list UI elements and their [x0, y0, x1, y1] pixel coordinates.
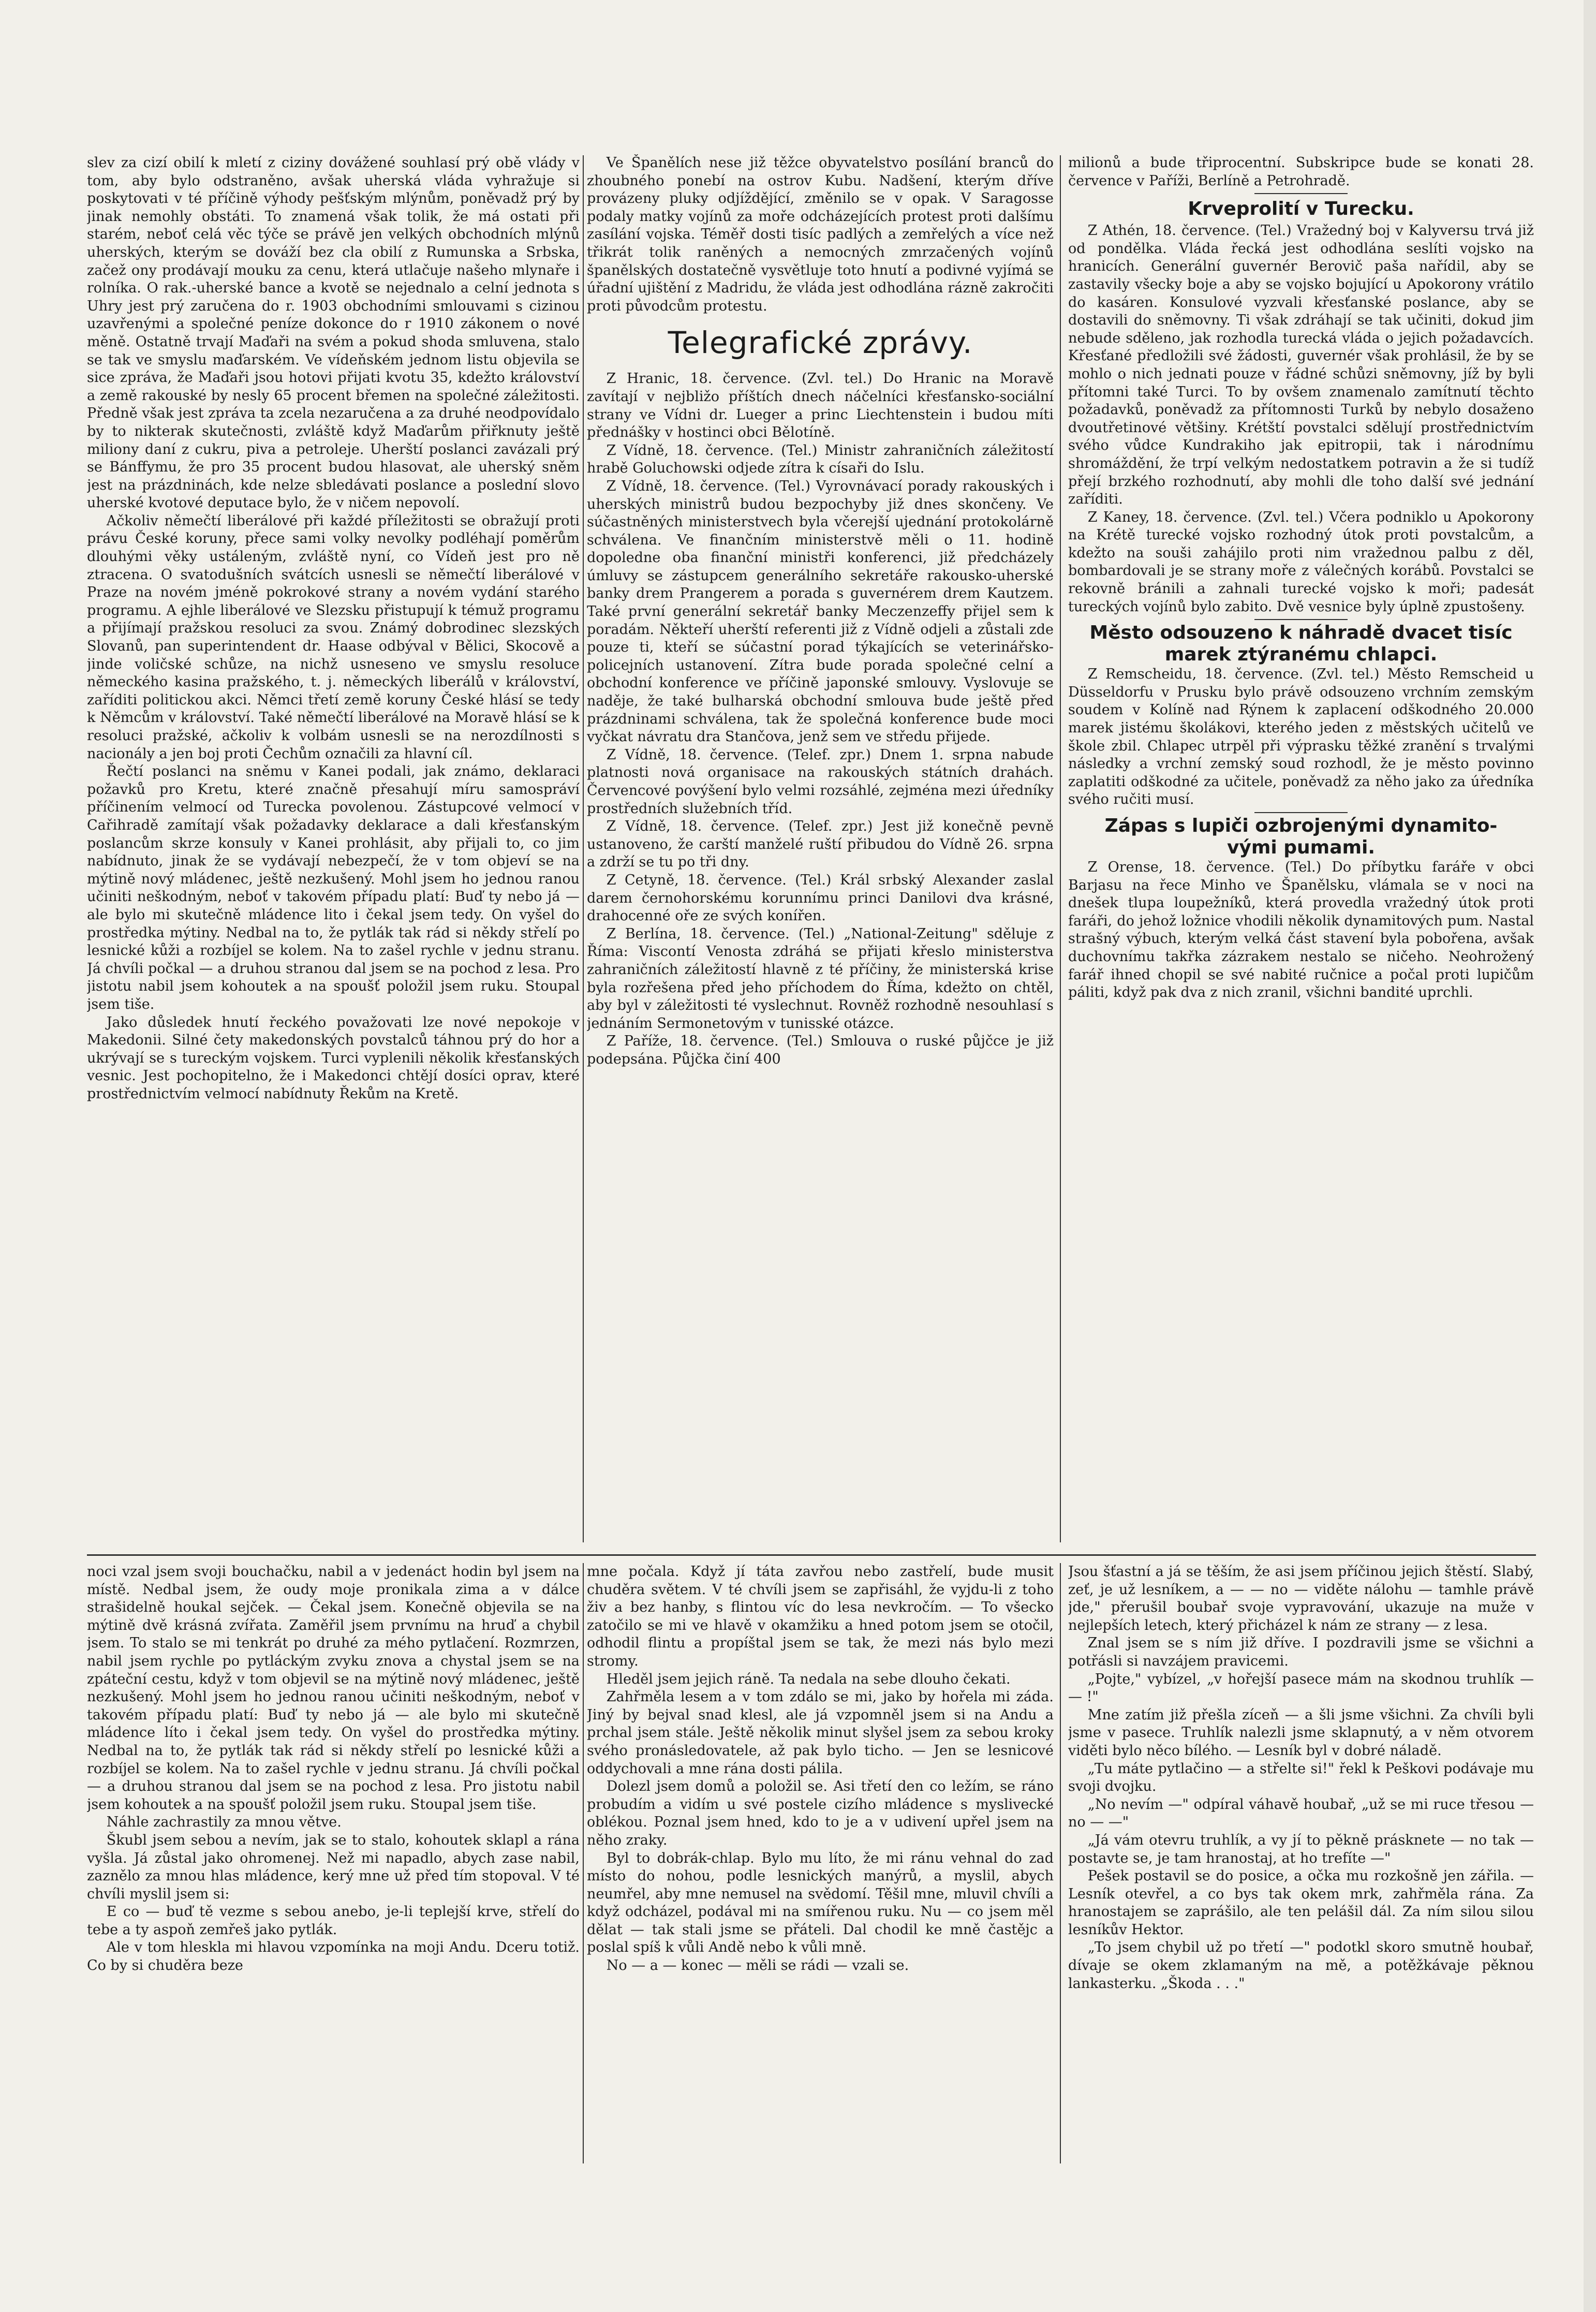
- feuilleton-column-3: [1068, 1563, 1534, 2163]
- column-rule: [1060, 1563, 1061, 2163]
- feuilleton-column-2: [587, 1563, 1054, 2163]
- paragraph: Jsou šťastní a já se těším, že asi jsem příčinou jejich štěstí. Slabý, zeť, je už lesníkem, a — — no — viděte nálohu — tamhle právě jde," přerušil boubař svoje vypravování, ukazuje na muže v nejlepších letech, který přicházel k nám ze strany — z lesa.: [1068, 1564, 1534, 1633]
- paragraph: „Pojte," vybízel, „v hořejší pasece mám na skodnou truhlík — — !": [1068, 1671, 1534, 1705]
- section-heading: marek ztýranému chlapci.: [1164, 644, 1438, 666]
- paragraph: Hleděl jsem jejich ráně. Ta nedala na sebe dlouho čekati.: [606, 1671, 1011, 1687]
- section-heading: vými pumami.: [1226, 837, 1376, 858]
- section-heading: Krveprolití v Turecku.: [1188, 198, 1414, 220]
- paragraph: milionů a bude třiprocentní. Subskripce bude se konati 28. července v Paříži, Berlíně a Petrohradě.: [1068, 155, 1534, 189]
- paragraph: slev za cizí obilí k mletí z ciziny dovážené souhlasí prý obě vlády v tom, aby bylo odstraněno, avšak uherská vláda vyhražuje si poskytovati v té příčině výhody pešťským mlýnům, poněvadž prý by jinak nemohly obstáti. To znamená však tolik, že má ostati při starém, neboť celá věc týče se právě jen velkých obchodních mlýnů uherských, kterým se dováží bez cla obilí z Rumunska a Srbska, začež ony prodávají mouku za cenu, která utlačuje našeho mlynaře i rolníka. O rak.-uherské bance a kvotě se nejednalo a celní jednota s Uhry jest prý zaručena do r. 1903 obchodními smlouvami s cizinou uzavřenými a společné peníze dokonce do r 1910 zákonem o nové měně. Ostatně trvají Maďaři na svém a pokud shoda smluvena, stalo se tak ve smyslu maďarském. Ve vídeňském jednom listu objevila se sice zpráva, že Maďaři jsou hotovi přijati kvotu 35, kdežto království a země rakouské by nesly 65 procent břemen na společné záležitosti. Předně však jest zpráva ta zcela nezaručena a za druhé neodpovídalo by to nikterak skutečnosti, zvláště když Maďarům přiřknuty ještě miliony daní z cukru, piva a petroleje. Uherští poslanci zavázali prý se Bánffymu, že pro 35 procent budou hlasovat, ale uherský sněm jest na prázdninách, kde nelze sbledávati poslance a poslední slovo uherské kvotové deputace bylo, že v ničem nepovolí.: [87, 155, 580, 511]
- paragraph: Řečtí poslanci na sněmu v Kanei podali, jak známo, deklaraci požavků pro Kretu, které značně přesahují míru samospráví příčinením velmocí od Turecka povolenou. Zástupcové velmocí v Cařihradě zamítají však požadavky deklarace a dali křesťanským poslancům skrze konsuly v Kanei prohlásit, aby přijali to, co jim nabídnuto, jinak že se vydávají nebezpečí, že v tom objeví se na mýtině nový mládenec, ještě nezkušený. Mohl jsem ho jednou ranou učiniti neškodným, neboť v takovém případu platí: Buď ty nebo já — ale bylo mi skutečně mládence lito i čekal jsem tedy. On vyšel do prostředka mýtiny. Nedbal na to, že pytlák tak rád si někdy střelí po lesnické kůži a rozbíjel se kolem. Na to zašel rychle v jednu stranu. Já chvíli počkal — a druhou stranou dal jsem se na pochod z lesa. Pro jistotu nabil jsem kohoutek a na spoušť položil jsem ruku. Stoupal jsem tiše.: [87, 763, 580, 1012]
- report: Z Kaney, 18. července. (Zvl. tel.) Včera podniklo u Apokorony na Krétě turecké vojsko rozhodný útok proti povstalcům, a kdežto na souši zahájilo proti nim vražednou palbu z děl, bombardovali je se strany moře z válečných korábů. Povstalci se rekovně bránili a zahnali turecké vojsko k moři; padesát tureckých vojínů bylo zabito. Dvě vesnice byly úplně zpustošeny.: [1068, 509, 1534, 615]
- section-rule: [1254, 812, 1348, 813]
- paragraph: Znal jsem se s ním již dříve. I pozdravili jsme se všichni a potřásli si navzájem pravicemi.: [1068, 1635, 1534, 1669]
- column-rule: [583, 1563, 584, 2163]
- paragraph: „To jsem chybil už po třetí —" podotkl skoro smutně houbař, dívaje se okem zklamaným na mě, a potěžkávaje pěknou lankasterku. „Škoda . . .": [1068, 1939, 1534, 1992]
- paragraph: Ačkoliv němečtí liberálové při každé příležitosti se obražují proti právu České koruny, přece sami volky nevolky podléhají poměrům dlouhými věky ustáleným, zvláště nyní, co Vídeň jest pro ně ztracena. O svatodušních svátcích usnesli se němečtí liberálové v Praze na novém jméně pokrokové strany a novém vydání starého programu. A ejhle liberálové ve Slezsku přistupují k témuž programu a přijímají pražskou resoluci za svou. Známý dobrodinec slezských Slovanů, pan superintendent dr. Haase odbýval v Bělici, Skocově a jinde voličské schůze, na nichž usneseno ve smyslu resoluce německého kasina pražského, t. j. německých liberálů v království, zaříditi politickou akci. Němci třetí země koruny České hlásí se tedy k Němcům v království. Také němečtí liberálové na Moravě hlásí se k resoluci pražské, ačkoliv k volbám usnesli se na nerozdílnosti s nacionály a jen boj proti Čechům označili za hlavní cíl.: [87, 512, 580, 762]
- paragraph: „No nevím —" odpíral váhavě houbař, „už se mi ruce třesou — no — —": [1068, 1796, 1534, 1831]
- section-heading: Město odsouzeno k náhradě dvacet tisíc: [1089, 622, 1513, 644]
- column-rule: [583, 155, 584, 1542]
- feuilleton-divider: [87, 1554, 1536, 1556]
- paragraph: Mne zatím již přešla zíceň — a šli jsme všichni. Za chvíli byli jsme v pasece. Truhlík nalezli jsme sklapnutý, a v něm otvorem viděti bylo něco bílého. — Lesník byl v dobré náladě.: [1068, 1706, 1534, 1759]
- paragraph: Škubl jsem sebou a nevím, jak se to stalo, kohoutek sklapl a rána vyšla. Já zůstal jako ohromenej. Než mi napadlo, abych zase nabil, zaznělo za mnou hlas mládence, kerý mne už před tím stopoval. V té chvíli myslil jsem si:: [87, 1832, 580, 1902]
- top-column-3: [1068, 154, 1534, 1542]
- top-column-2: [587, 154, 1054, 1542]
- telegraph-heading: Telegrafické zprávy.: [668, 325, 973, 361]
- paragraph: „Já vám otevru truhlík, a vy jí to pěkně prásknete — no tak — postavte se, je tam hranostaj, at ho trefíte —": [1068, 1832, 1534, 1866]
- report: Z Athén, 18. července. (Tel.) Vražedný boj v Kalyversu trvá již od pondělka. Vláda řecká jest odhodlána seslíti vojsko na hranicích. Generální guvernér Berovič paša nařídil, aby se zastavily všecky boje a aby se vojsko bojující u Apokorony vrátilo do kasáren. Konsulové vyzvali křesťanské poslance, aby se dostavili do sněmovny. Ti však zdráhají se tak učiniti, dokud jim nebude sděleno, jak rozhodla turecká vláda o jejich požadavcích. Křesťané předložili své žádosti, guvernér však prohlásil, že by se mohlo o nich jednati pouze v řádné schůzi sněmovny, jíž by byli přítomni také Turci. To by ovšem znamenalo zamítnutí těchto požadavků, poněvadž za přítomnosti Turků by nebylo dosaženo dvoutřetinové většiny. Krétští povstalci sdělují prostřednictvím svého vůdce Kundrakiho jak epitropii, tak i národnímu shromáždění, že trpí velkým nedostatkem potravin a že si tudíž přejí brzkého rozhodnutí, aby mohli dle toho další své jednání zaříditi.: [1068, 223, 1534, 508]
- paragraph: „Tu máte pytlačino — a střelte si!" řekl k Peškovi podávaje mu svoji dvojku.: [1068, 1760, 1534, 1795]
- report: Z Cetyně, 18. července. (Tel.) Král srbský Alexander zaslal darem černohorskému korunnímu princi Danilovi dva krásné, drahocenné oře ze svých konířen.: [587, 872, 1054, 924]
- report: Z Vídně, 18. července. (Telef. zpr.) Jest již konečně pevně ustanoveno, že carští manželé ruští přibudou do Vídně 26. srpna a zdrží se tu po tři dny.: [587, 818, 1054, 871]
- report: Z Berlína, 18. července. (Tel.) „National-Zeitung" sděluje z Říma: Viscontí Venosta zdráhá se přijati křeslo ministerstva zahraničních záležitostí hlavně z té příčiny, že ministerská krise byla rozřešena před jeho příchodem do Říma, kdežto on chtěl, aby byl v záležitosti té vyslechnut. Rovněž rozhodně nesouhlasí s jednáním Sermonetovým v tunisské otázce.: [587, 925, 1054, 1032]
- report: Z Remscheidu, 18. července. (Zvl. tel.) Město Remscheid u Düsseldorfu v Prusku bylo právě odsouzeno vrchním zemským soudem v Kolíně nad Rýnem k zaplacení odškodného 20.000 marek jistému školákovi, kterého jeden z městských učitelů ve škole zbil. Chlapec utrpěl při výprasku těžké zranění s trvalými následky a vrchní zemský soud rozhodl, že je město povinno zaplatiti odškodné za učitele, poněvadž za něho jako za úředníka svého ručiti musí.: [1068, 666, 1534, 808]
- paragraph: Zahřměla lesem a v tom zdálo se mi, jako by hořela mi záda. Jiný by bejval snad klesl, ale já vzpomněl jsem si na Andu a prchal jsem stále. Ještě několik minut slyšel jsem za sebou kroky svého pronásledovatele, až pak bylo ticho. — Jen se lesnicové oddychovali a mne rána dosti pálila.: [587, 1689, 1054, 1777]
- paragraph: noci vzal jsem svoji bouchačku, nabil a v jedenáct hodin byl jsem na místě. Nedbal jsem, že oudy moje pronikala zima a v dálce strašidelně houkal sejček. — Čekal jsem. Konečně objevila se na mýtině dvě krásná zvířata. Zaměřil jsem prvnímu na hruď a chybil jsem. To stalo se mi tenkrát po druhé za mého pytlačení. Rozmrzen, nabil jsem rychle po pytláckým zvyku znova a chystal jsem se na zpáteční cestu, když v tom objevil se na mýtině nový mládenec, ještě nezkušený. Mohl jsem ho jednou ranou učiniti neškodným, neboť v takovém případu platí: Buď ty nebo já — ale bylo mi skutečně mládence líto i čekal jsem tedy. On vyšel do prostředka mýtiny. Nedbal na to, že pytlák tak rád si někdy střelí po lesnické kůži a rozbíjel se kolem. Na to zašel rychle v jednu stranu. Já chvíli počkal — a druhou stranou dal jsem se na pochod z lesa. Pro jistotu nabil jsem kohoutek a na spoušť položil jsem ruku. Stoupal jsem tiše.: [87, 1564, 580, 1813]
- paragraph: No — a — konec — měli se rádi — vzali se.: [606, 1957, 909, 1974]
- paragraph: Byl to dobrák-chlap. Bylo mu líto, že mi ránu vehnal do zad místo do nohou, podle lesnických manýrů, a myslil, abych neumřel, aby mne nemusel na svědomí. Těšil mne, mluvil chvíli a když odcházel, podával mi na smířenou ruku. Nu — co jsem měl dělat — tak stali jsme se přáteli. Dal chodil ke mně častějc a poslal spíš k vůli Andě nebo k vůli mně.: [587, 1850, 1054, 1956]
- paragraph: Náhle zachrastily za mnou větve.: [106, 1814, 342, 1831]
- column-rule: [1060, 155, 1061, 1542]
- report: Z Orense, 18. července. (Tel.) Do příbytku faráře v obci Barjasu na řece Minho ve Španělsku, vlámala se v noci na dnešek tlupa loupežníků, která provedla vražedný útok proti faráři, do jehož ložnice vhodili několik dynamitových pum. Nastal strašný výbuch, kterým velká část stavení byla pobořena, avšak duchovnímu takřka zázrakem nestalo se ničeho. Neohrožený farář ihned chopil se své nabité ručnice a počal proti lupičům páliti, když pak dva z nich zranil, všichni bandité uprchli.: [1068, 859, 1534, 1001]
- report: Z Hranic, 18. července. (Zvl. tel.) Do Hranic na Moravě zavítají v nejbližo příštích dnech náčelníci křesťansko-sociální strany ve Vídni dr. Lueger a princ Liechtenstein i budou míti přednášky v hostinci obci Bělotíně.: [587, 371, 1054, 441]
- section-heading: Zápas s lupiči ozbrojenými dynamito-: [1104, 815, 1498, 836]
- paragraph: Pešek postavil se do posice, a očka mu rozkošně jen zářila. — Lesník otevřel, a co bys tak okem mrk, zahřměla rána. Za hranostajem se zaprášilo, ale ten pelášil dál. Za ním silou silou lesníkův Hektor.: [1068, 1868, 1534, 1938]
- report: Z Vídně, 18. července. (Tel.) Ministr zahraničních záležitostí hrabě Goluchowski odjede zítra k císaři do Islu.: [587, 442, 1054, 477]
- report: Z Vídně, 18. července. (Telef. zpr.) Dnem 1. srpna nabude platnosti nová organisace na rakouských státních drahách. Červencové povýšení bylo velmi rozsáhlé, zejména mezi úředníky prostředních služebních tříd.: [587, 746, 1054, 817]
- paragraph: E co — buď tě vezme s sebou anebo, je-li teplejší krve, střelí do tebe a ty aspoň zemřeš jako pytlák.: [87, 1904, 580, 1938]
- report: Z Vídně, 18. července. (Tel.) Vyrovnávací porady rakouských i uherských ministrů budou bezpochyby již dnes skončeny. Ve súčastněných ministerstvech byla včerejší ujednání protokolárně schválena. Ve finančním ministerstvě měli o 11. hodině dopoledne oba finanční ministři konferenci, již předcházely úmluvy se zástupcem generálního sekretáře rakousko-uherské banky drem Prangerem a porada s guvernérem drem Kautzem. Také první generální sekretář banky Meczenzeffy přijel sem k poradám. Někteří uherští referenti již z Vídně odjeli a zůstali zde pouze ti, kteří se súčastní porad týkajících se veterinářsko-policejních ustanovení. Zítra bude porada společné celní a obchodní konference ve příčině japonské smlouvy. Vyslovuje se naděje, že také bulharská obchodní smlouva bude ještě před prázdninami schválena, tak že společná konference bude moci vyčkat návratu dra Stančova, jenž sem ve středu přijede.: [587, 478, 1054, 745]
- paragraph: Dolezl jsem domů a položil se. Asi třetí den co ležím, se ráno probudím a vidím u své postele cizího mládence s myslivecké oblékou. Poznal jsem hned, kdo to je a v udivení upřel jsem na něho zraky.: [587, 1778, 1054, 1848]
- paragraph: Jako důsledek hnutí řeckého považovati lze nové nepokoje v Makedonii. Silné čety makedonských povstalců táhnou prý do hor a ukrývají se s tureckým vojskem. Turci vyplenili několik křesťanských vesnic. Jest pochopitelno, že i Makedonci chtějí dosíci oprav, které prostřednictvím velmocí nabídnuty Řekům na Kretě.: [87, 1014, 580, 1102]
- paragraph: Ve Španělích nese již těžce obyvatelstvo posílání branců do zhoubného ponebí na ostrov Kubu. Nadšení, kterým dříve provázeny pluky odjíždějící, změnilo se v opak. V Saragosse podaly matky vojínů za moře odcházejících protest proti dalšímu zasílání vojska. Téměř dosti tisíc padlých a zemřelých a více než třikrát tolik raněných a nemocných zmrzačených vojínů španělských dostatečně vysvětluje toto hnutí a podivné vyjímá se úřadní ujištění z Madridu, že vláda jest odhodlána rázně zakročiti proti původcům protestu.: [587, 155, 1054, 314]
- report: Z Paříže, 18. července. (Tel.) Smlouva o ruské půjčce je již podepsána. Půjčka činí 400: [587, 1033, 1054, 1067]
- paragraph: Ale v tom hleskla mi hlavou vzpomínka na moji Andu. Dceru totiž. Co by si chuděra beze: [87, 1939, 580, 1974]
- page-edge: [1584, 0, 1596, 2312]
- top-column-1: [87, 154, 580, 1542]
- paragraph: mne počala. Když jí táta zavřou nebo zastřelí, bude musit chuděra světem. V té chvíli jsem se zapřisáhl, že vyjdu-li z toho živ a bez hanby, s flintou víc do lesa nevkročím. — To všecko zatočilo se mi ve hlavě v okamžiku a hned potom jsem se otočil, odhodil flintu a propíštal jsem se tak, že mezi nás bylo mezi stromy.: [587, 1564, 1054, 1669]
- section-rule: [1254, 619, 1348, 620]
- section-rule: [1254, 193, 1348, 194]
- feuilleton-column-1: [87, 1563, 580, 2163]
